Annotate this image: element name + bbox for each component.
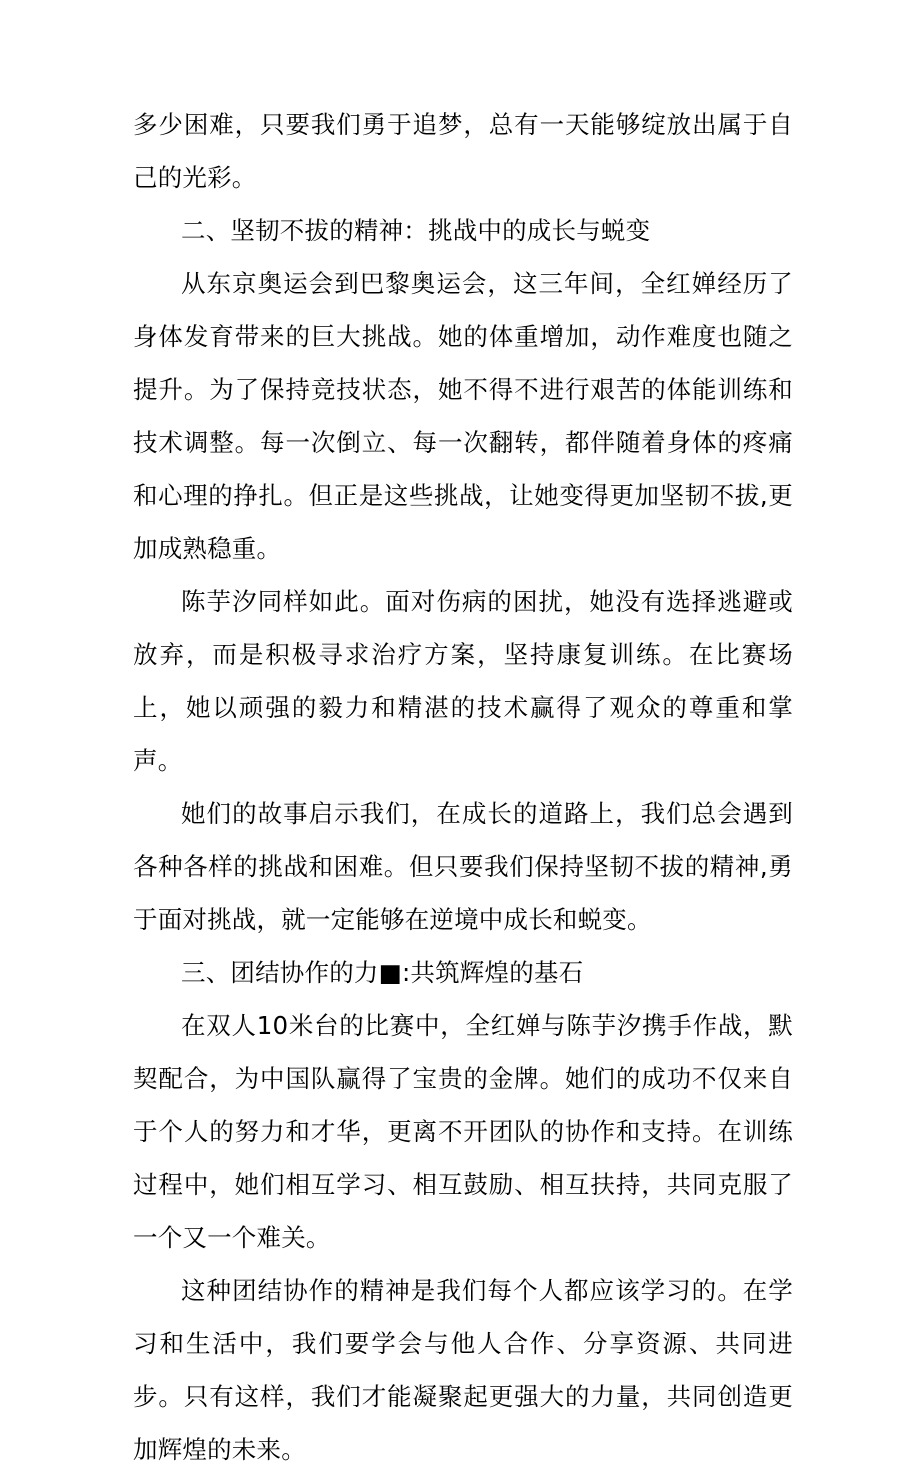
section-heading-3: 三、团结协作的力■:共筑辉煌的基石 — [181, 958, 584, 987]
section-heading-2: 二、坚韧不拔的精神：挑战中的成长与蜕变 — [181, 216, 651, 245]
paragraph-synchro: 在双人10米台的比赛中，全红婵与陈芋汐携手作战，默契配合，为中国队赢得了宝贵的金牌。她们的成功不仅来自于个人的努力和才华，更离不开团队的协作和支持。在训练过程中，她们相互学习、相互鼓励、相互扶持，共同克服了一个又一个难关。 — [133, 1011, 793, 1252]
paragraph-chen-yuxi: 陈芋汐同样如此。面对伤病的困扰，她没有选择逃避或放弃，而是积极寻求治疗方案，坚持康复训练。在比赛场上，她以顽强的毅力和精湛的技术赢得了观众的尊重和掌声。 — [133, 587, 793, 775]
paragraph-lesson: 她们的故事启示我们，在成长的道路上，我们总会遇到各种各样的挑战和困难。但只要我们保持坚韧不拔的精神,勇于面对挑战，就一定能够在逆境中成长和蜕变。 — [133, 799, 793, 934]
document-body — [133, 98, 793, 1476]
paragraph-teamwork: 这种团结协作的精神是我们每个人都应该学习的。在学习和生活中，我们要学会与他人合作、分享资源、共同进步。只有这样，我们才能凝聚起更强大的力量，共同创造更加辉煌的未来。 — [133, 1276, 793, 1464]
paragraph-continuation: 多少困难，只要我们勇于追梦，总有一天能够绽放出属于自己的光彩。 — [133, 110, 793, 192]
paragraph-quan-hongchan: 从东京奥运会到巴黎奥运会，这三年间，全红婵经历了身体发育带来的巨大挑战。她的体重增加，动作难度也随之提升。为了保持竞技状态，她不得不进行艰苦的体能训练和技术调整。每一次倒立、每一次翻转，都伴随着身体的疼痛和心理的挣扎。但正是这些挑战，让她变得更加坚韧不拔,更加成熟稳重。 — [133, 269, 793, 563]
